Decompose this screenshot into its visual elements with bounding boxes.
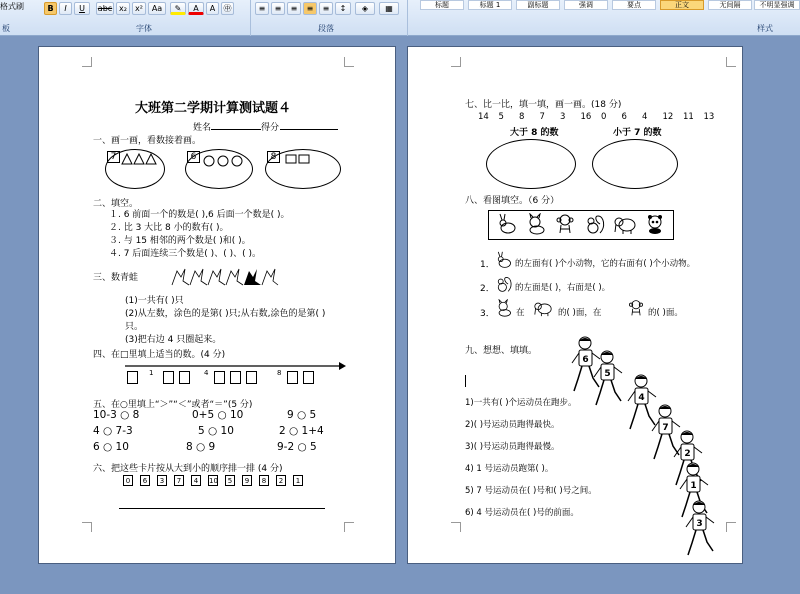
compare-item: 5 ○ 10 (198, 425, 234, 437)
number-item: 16 (580, 112, 592, 122)
subscript-button[interactable]: x₂ (116, 2, 130, 15)
answer-box[interactable] (127, 371, 138, 384)
squirrel-icon (584, 213, 606, 238)
answer-line[interactable] (119, 499, 325, 509)
crop-mark (344, 57, 354, 67)
runner-number: 6 (582, 355, 589, 365)
justify-icon[interactable]: ≡ (303, 2, 317, 15)
change-case-button[interactable]: Aa (148, 2, 166, 15)
compare-item: 0+5 ○ 10 (192, 409, 244, 421)
greater-than-8-label: 大于 8 的数 (510, 128, 559, 138)
squares-icon (285, 154, 311, 167)
style-no-spacing[interactable]: 无间隔 (708, 0, 752, 10)
number-list (478, 112, 728, 124)
question-text: 的左面有( )个小动物，它的右面有( )个小动物。 (515, 259, 696, 269)
style-emphasis[interactable]: 强调 (564, 0, 608, 10)
cat-icon (525, 213, 547, 238)
number-card: 1 (293, 475, 303, 486)
crop-mark (82, 57, 92, 67)
monkey-icon (626, 299, 646, 320)
smaller-oval[interactable] (592, 139, 678, 189)
superscript-button[interactable]: x² (132, 2, 146, 15)
score-label: 得分 (261, 123, 280, 133)
number-item: 13 (703, 112, 715, 122)
question-text: 在 (516, 308, 525, 318)
question-number: 2． (480, 284, 495, 294)
crop-mark (451, 57, 461, 67)
number-item: 14 (478, 112, 489, 122)
document-page-right[interactable] (407, 46, 743, 564)
number-line-label: 4 (204, 369, 209, 377)
bold-button[interactable]: B (44, 2, 57, 15)
section-3-heading: 三、数青蛙 (93, 273, 139, 283)
number-card: 0 (123, 475, 133, 486)
highlight-icon[interactable]: ✎ (170, 2, 186, 15)
section-5-heading: 五、在○里填上“＞”“＜”或者“＝”(5 分) (93, 400, 253, 410)
ribbon-separator (407, 0, 408, 36)
rabbit-icon (496, 213, 518, 238)
rabbit-icon (494, 251, 514, 272)
number-card: 6 (140, 475, 150, 486)
shading-icon[interactable]: ◈ (355, 2, 375, 15)
answer-box[interactable] (179, 371, 190, 384)
compare-item: 9-2 ○ 5 (277, 441, 317, 453)
paragraph-group-label: 段落 (318, 24, 334, 33)
runner-question: 6) 4 号运动员在( )号的前面。 (465, 508, 579, 518)
runner-question: 4) 1 号运动员跑第( )。 (465, 464, 554, 474)
number-card: 7 (174, 475, 184, 486)
number-item: 6 (621, 112, 627, 122)
fill-item: ４. 7 后面连续三个数是( )、( )、( )。 (109, 249, 261, 259)
runner-number: 7 (662, 423, 669, 433)
number-card: 8 (259, 475, 269, 486)
panda-icon (644, 213, 666, 238)
style-key-point[interactable]: 要点 (612, 0, 656, 10)
number-card: 9 (242, 475, 252, 486)
fill-item: ３. 与 15 相邻的两个数是( )和( )。 (109, 236, 251, 246)
strikethrough-button[interactable]: abc (97, 4, 113, 13)
section-4-heading: 四、在□里填上适当的数。(4 分) (93, 350, 226, 360)
compare-item: 6 ○ 10 (93, 441, 129, 453)
runner-question: 1)一共有( )个运动员在跑步。 (465, 398, 577, 408)
align-right-icon[interactable]: ≡ (287, 2, 301, 15)
section-6-heading: 六、把这些卡片按从大到小的顺序排一排 (4 分) (93, 464, 283, 474)
compare-item: 9 ○ 5 (287, 409, 317, 421)
section-8-heading: 八、看图填空。（6 分） (465, 196, 560, 206)
triangles-icon (121, 153, 157, 168)
squirrel-icon (494, 275, 514, 296)
number-box: 6 (187, 151, 200, 163)
distribute-icon[interactable]: ≡ (319, 2, 333, 15)
elephant-icon (613, 213, 637, 238)
ribbon-separator (250, 0, 251, 36)
answer-box[interactable] (246, 371, 257, 384)
ribbon (0, 0, 800, 36)
less-than-7-label: 小于 7 的数 (613, 128, 662, 138)
section-7-heading: 七、比一比，填一填，画一画。(18 分) (465, 100, 622, 110)
frog-question: (2)从左数，涂色的是第( )只;从右数,涂色的是第( ) (125, 309, 326, 319)
compare-item: 8 ○ 9 (186, 441, 216, 453)
question-number: 1． (480, 260, 495, 270)
crop-mark (451, 522, 461, 532)
compare-item: 4 ○ 7-3 (93, 425, 133, 437)
fill-item: ２. 比 3 大比 8 小的数有( )。 (109, 223, 229, 233)
style-heading-1[interactable]: 标题 1 (468, 0, 512, 10)
elephant-icon (532, 299, 554, 320)
runner-question: 3)( )号运动员跑得最慢。 (465, 442, 560, 452)
section-1-heading: 一、画一画，看数接着画。 (93, 136, 202, 146)
crop-mark (82, 522, 92, 532)
number-card: 2 (276, 475, 286, 486)
font-color-icon[interactable]: A (188, 2, 204, 15)
runner-question: 5) 7 号运动员在( )号和( )号之间。 (465, 486, 597, 496)
align-center-icon[interactable]: ≡ (271, 2, 285, 15)
question-number: 3． (480, 309, 495, 319)
number-item: 3 (560, 112, 566, 122)
question-text: 的( )面，在 (558, 308, 602, 318)
number-item: 12 (662, 112, 674, 122)
runner-question: 2)( )号运动员跑得最快。 (465, 420, 560, 430)
runner-number: 4 (638, 393, 645, 403)
runner-number: 2 (684, 449, 691, 459)
answer-box[interactable] (163, 371, 174, 384)
format-painter-button[interactable]: 格式刷 (0, 2, 24, 11)
frog-question: (1)一共有( )只 (125, 296, 184, 306)
card-row (123, 475, 313, 487)
runner-number: 5 (604, 369, 611, 379)
italic-button[interactable]: I (59, 2, 72, 15)
borders-icon[interactable]: ▦ (379, 2, 399, 15)
clipboard-group-label: 板 (2, 24, 10, 33)
underline-button[interactable]: U (74, 2, 90, 15)
number-box: 7 (107, 151, 120, 163)
styles-group-label: 样式 (757, 24, 773, 33)
page-title: 大班第二学期计算测试题４ (135, 101, 292, 116)
number-card: 10 (209, 477, 218, 485)
name-blank[interactable] (211, 121, 261, 130)
frog-question: 只。 (125, 322, 144, 332)
answer-box[interactable] (303, 371, 314, 384)
runner-number: 1 (690, 481, 697, 491)
answer-box[interactable] (287, 371, 298, 384)
style-normal[interactable]: 正文 (660, 0, 704, 10)
crop-mark (726, 522, 736, 532)
number-item: 7 (539, 112, 545, 122)
number-item: 5 (498, 112, 504, 122)
align-left-icon[interactable]: ≡ (255, 2, 269, 15)
number-item: 4 (642, 112, 648, 122)
answer-box[interactable] (230, 371, 241, 384)
number-card: 5 (225, 475, 235, 486)
number-line-label: 8 (277, 369, 282, 377)
number-item: 11 (683, 112, 694, 122)
number-card: 3 (157, 475, 167, 486)
text-cursor (465, 375, 466, 387)
number-item: 0 (601, 112, 607, 122)
greater-oval[interactable] (486, 139, 576, 189)
number-box: 8 (267, 151, 280, 163)
document-page-left[interactable] (38, 46, 396, 564)
style-subtitle[interactable]: 副标题 (516, 0, 560, 10)
number-card: 4 (191, 475, 201, 486)
runner-figure (684, 499, 718, 559)
style-subtle-emphasis[interactable]: 不明显强调 (754, 0, 800, 10)
font-group-label: 字体 (136, 24, 152, 33)
crop-mark (344, 522, 354, 532)
number-item: 8 (519, 112, 525, 122)
circles-icon (203, 155, 247, 170)
compare-item: 10-3 ○ 8 (93, 409, 140, 421)
runner-figure (592, 349, 626, 409)
answer-box[interactable] (214, 371, 225, 384)
compare-item: 2 ○ 1+4 (279, 425, 324, 437)
char-shading-icon[interactable]: A (206, 2, 219, 15)
question-text: 的( )面。 (648, 308, 683, 318)
cat-icon (494, 299, 514, 320)
score-blank[interactable] (280, 121, 338, 130)
line-spacing-icon[interactable]: ↕ (335, 2, 351, 15)
section-2-heading: 二、填空。 (93, 199, 139, 209)
runner-number: 3 (696, 519, 703, 529)
crop-mark (726, 57, 736, 67)
name-label: 姓名 (193, 123, 212, 133)
frogs-icon (169, 265, 279, 292)
frog-question: (3)把右边 4 只圈起来。 (125, 335, 222, 345)
fill-item: １. 6 前面一个的数是( ),6 后面一个数是( )。 (109, 210, 290, 220)
runners-illustration (548, 327, 718, 563)
question-text: 的左面是( )，右面是( )。 (515, 283, 611, 293)
monkey-icon (554, 213, 576, 238)
style-title[interactable]: 标题 (420, 0, 464, 10)
number-line-label: 1 (149, 369, 154, 377)
enclose-char-icon[interactable]: ㊥ (221, 2, 234, 15)
section-9-heading: 九、想想、填填。 (465, 346, 538, 356)
